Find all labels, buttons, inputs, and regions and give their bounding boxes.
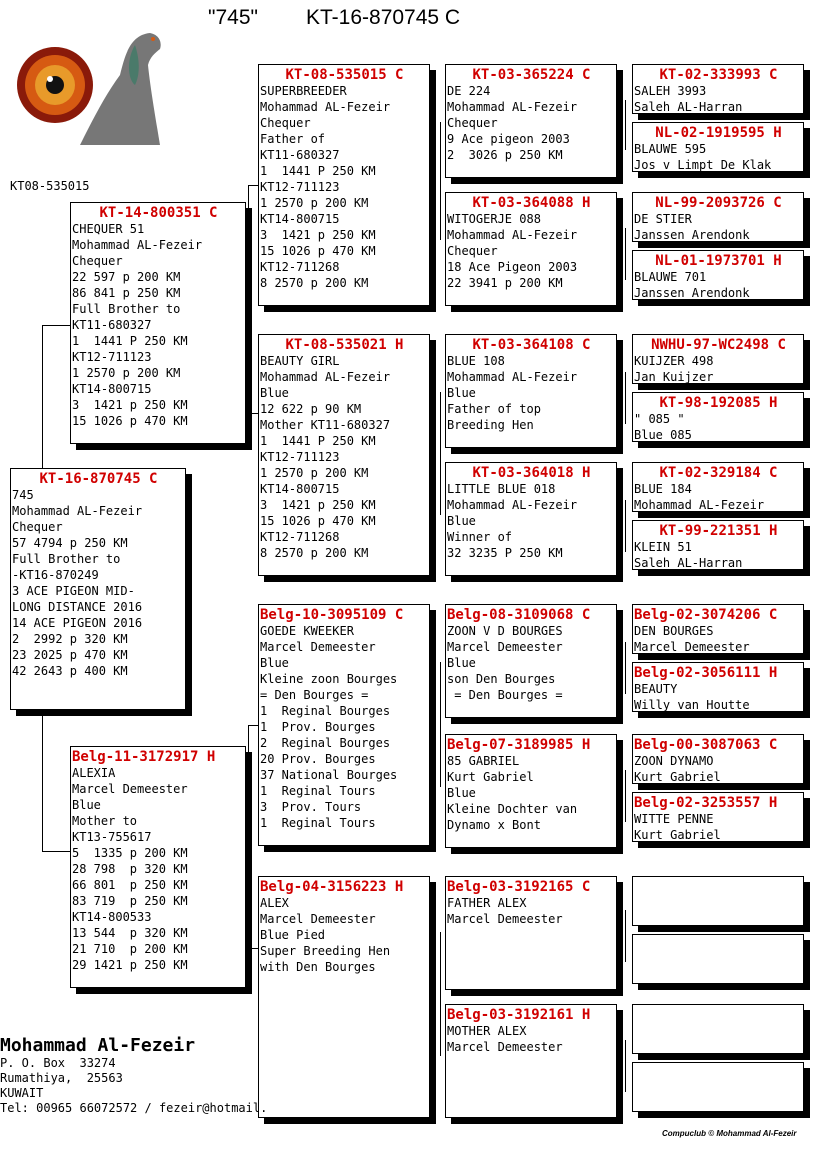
card-line: 2 Reginal Bourges [260, 736, 391, 750]
card-line: Janssen Arendonk [634, 286, 750, 300]
g3-card-sdd [445, 462, 617, 576]
owner-address-3: KUWAIT [0, 1086, 44, 1100]
card-line: Kleine zoon Bourges [260, 672, 398, 686]
g3-card-ddd [445, 1004, 617, 1118]
card-line: 1 2570 p 200 KM [260, 196, 369, 210]
card-line: Blue [447, 514, 476, 528]
card-line: 83 719 p 250 KM [72, 894, 188, 908]
card-line: Super Breeding Hen [260, 944, 391, 958]
sire-sire-ring: KT-08-535015 C [285, 67, 404, 83]
card-line: 1 Reginal Bourges [260, 704, 391, 718]
g3-card-ssd [445, 192, 617, 306]
card-line: Jan Kuijzer [634, 370, 714, 384]
card-line: Father of [260, 132, 326, 146]
g4-card [632, 64, 804, 114]
card-line: Kurt Gabriel [634, 770, 721, 784]
card-line: 2 3026 p 250 KM [447, 148, 563, 162]
card-line: Kurt Gabriel [447, 770, 534, 784]
g3-lines-ssd [447, 211, 616, 291]
g3-card-sss [445, 64, 617, 178]
card-line: 22 3941 p 200 KM [447, 276, 563, 290]
card-line: BLAUWE 595 [634, 142, 707, 156]
card-line: 14 ACE PIGEON 2016 [12, 616, 143, 630]
card-line: Mother KT11-680327 [260, 418, 391, 432]
card-line: SALEH 3993 [634, 84, 707, 98]
card-line: Jos v Limpt De Klak [634, 158, 772, 172]
g4-card [632, 662, 804, 712]
g3-ring-ssd: KT-03-364088 H [472, 195, 591, 211]
g4-ring: KT-98-192085 H [659, 395, 778, 411]
card-line: Kurt Gabriel [634, 828, 721, 842]
card-line: 32 3235 P 250 KM [447, 546, 563, 560]
card-line: 18 Ace Pigeon 2003 [447, 260, 578, 274]
g4-card [632, 734, 804, 784]
card-line: Dynamo x Bont [447, 818, 541, 832]
g4-card [632, 334, 804, 384]
card-line: 3 1421 p 250 KM [260, 228, 376, 242]
dam-ring: Belg-11-3172917 H [72, 749, 216, 765]
g3-card-sds [445, 334, 617, 448]
card-line: ALEXIA [72, 766, 116, 780]
card-line: BLUE 184 [634, 482, 692, 496]
card-line: Blue [260, 656, 289, 670]
g4-ring: NWHU-97-WC2498 C [651, 337, 786, 353]
card-line: KT11-680327 [72, 318, 152, 332]
card-line: Blue [447, 786, 476, 800]
g3-lines-sds [447, 353, 616, 433]
card-line: Mohammad AL-Fezeir [260, 370, 391, 384]
card-line: Winner of [447, 530, 513, 544]
card-line: ALEX [260, 896, 289, 910]
card-line: 1 1441 P 250 KM [260, 434, 376, 448]
card-line: 9 Ace pigeon 2003 [447, 132, 570, 146]
card-line: BLAUWE 701 [634, 270, 707, 284]
card-line: Mohammad AL-Fezeir [447, 228, 578, 242]
card-line: DEN BOURGES [634, 624, 714, 638]
sire-dam-lines [260, 353, 429, 561]
card-line: Mohammad AL-Fezeir [447, 370, 578, 384]
card-line: Chequer [72, 254, 123, 268]
card-line: BEAUTY [634, 682, 678, 696]
credit-text: Compuclub © Mohammad Al-Fezeir [662, 1129, 797, 1138]
card-line: ZOON V D BOURGES [447, 624, 563, 638]
card-line: Mother to [72, 814, 138, 828]
owner-address-4: Tel: 00965 66072572 / fezeir@hotmail. [0, 1101, 268, 1115]
card-line: Full Brother to [72, 302, 181, 316]
card-line: 85 GABRIEL [447, 754, 520, 768]
dam-lines [72, 765, 245, 973]
photo-caption: KT08-535015 [10, 179, 90, 193]
card-line: Willy van Houtte [634, 698, 750, 712]
card-line: Father of top [447, 402, 541, 416]
card-line: KT12-711123 [260, 450, 340, 464]
card-line: Marcel Demeester [634, 640, 750, 654]
card-line: KT11-680327 [260, 148, 340, 162]
card-line: Chequer [12, 520, 63, 534]
g3-ring-dsd: Belg-07-3189985 H [447, 737, 591, 753]
card-line: -KT16-870249 [12, 568, 99, 582]
card-line: FATHER ALEX [447, 896, 527, 910]
card-line: Janssen Arendonk [634, 228, 750, 242]
card-line: 29 1421 p 250 KM [72, 958, 188, 972]
dam-sire-card [258, 604, 430, 846]
card-line: KT12-711123 [260, 180, 340, 194]
sire-sire-lines [260, 83, 429, 291]
card-line: Mohammad AL-Fezeir [72, 238, 203, 252]
card-line: Chequer [260, 116, 311, 130]
card-line: Marcel Demeester [447, 912, 563, 926]
card-line: LONG DISTANCE 2016 [12, 600, 143, 614]
empty-card [632, 876, 804, 926]
card-line: 3 ACE PIGEON MID- [12, 584, 135, 598]
card-line: 8 2570 p 200 KM [260, 276, 369, 290]
sire-dam-card [258, 334, 430, 576]
card-line: KUIJZER 498 [634, 354, 714, 368]
card-line: Marcel Demeester [447, 1040, 563, 1054]
g3-lines-dss [447, 623, 616, 703]
g4-ring: Belg-02-3253557 H [634, 795, 778, 811]
g4-ring: KT-99-221351 H [659, 523, 778, 539]
sire-card [70, 202, 246, 444]
header-name: "745" [208, 6, 258, 29]
card-line: 3 Prov. Tours [260, 800, 362, 814]
card-line: WITTE PENNE [634, 812, 714, 826]
g4-card [632, 520, 804, 570]
card-line: LITTLE BLUE 018 [447, 482, 556, 496]
g4-ring: NL-01-1973701 H [655, 253, 782, 269]
subject-ring: KT-16-870745 C [39, 471, 158, 487]
g3-card-dsd [445, 734, 617, 848]
card-line: Chequer [447, 244, 498, 258]
g4-ring: NL-99-2093726 C [655, 195, 782, 211]
card-line: Marcel Demeester [72, 782, 188, 796]
card-line: 1 2570 p 200 KM [72, 366, 181, 380]
card-line: KT12-711268 [260, 260, 340, 274]
empty-card [632, 1062, 804, 1112]
card-line: 15 1026 p 470 KM [260, 514, 376, 528]
card-line: 3 1421 p 250 KM [260, 498, 376, 512]
g4-card [632, 604, 804, 654]
card-line: Mohammad AL-Fezeir [447, 100, 578, 114]
owner-block [0, 1036, 267, 1116]
card-line: CHEQUER 51 [72, 222, 145, 236]
card-line: 15 1026 p 470 KM [260, 244, 376, 258]
pigeon-photo [10, 15, 170, 165]
card-line: BLUE 108 [447, 354, 505, 368]
card-line: 1 Prov. Bourges [260, 720, 376, 734]
g3-ring-sss: KT-03-365224 C [472, 67, 591, 83]
dam-dam-lines [260, 895, 429, 975]
card-line: KT14-800715 [72, 382, 152, 396]
card-line: 57 4794 p 250 KM [12, 536, 128, 550]
dam-card [70, 746, 246, 988]
g4-card [632, 462, 804, 512]
card-line: Blue [260, 386, 289, 400]
g3-ring-sdd: KT-03-364018 H [472, 465, 591, 481]
dam-sire-lines [260, 623, 429, 831]
g4-ring: NL-02-1919595 H [655, 125, 782, 141]
card-line: 12 622 p 90 KM [260, 402, 362, 416]
card-line: 1 1441 P 250 KM [72, 334, 188, 348]
card-line: MOTHER ALEX [447, 1024, 527, 1038]
dam-dam-ring: Belg-04-3156223 H [260, 879, 404, 895]
owner-address-1: P. O. Box 33274 [0, 1056, 116, 1070]
card-line: Mohammad AL-Fezeir [634, 498, 765, 512]
empty-card [632, 934, 804, 984]
card-line: SUPERBREEDER [260, 84, 347, 98]
g4-card [632, 250, 804, 300]
g4-ring: Belg-00-3087063 C [634, 737, 778, 753]
card-line: Blue [72, 798, 101, 812]
card-line: Blue Pied [260, 928, 326, 942]
card-line: Mohammad AL-Fezeir [260, 100, 391, 114]
g4-card [632, 792, 804, 842]
sire-dam-ring: KT-08-535021 H [285, 337, 404, 353]
card-line: KT12-711123 [72, 350, 152, 364]
dam-sire-ring: Belg-10-3095109 C [260, 607, 404, 623]
g4-card [632, 192, 804, 242]
card-line: Blue [447, 656, 476, 670]
dam-dam-card [258, 876, 430, 1118]
card-line: KT12-711268 [260, 530, 340, 544]
card-line: ZOON DYNAMO [634, 754, 714, 768]
g4-ring: Belg-02-3056111 H [634, 665, 778, 681]
card-line: WITOGERJE 088 [447, 212, 541, 226]
g3-lines-sdd [447, 481, 616, 561]
card-line: 13 544 p 320 KM [72, 926, 188, 940]
card-line: DE STIER [634, 212, 692, 226]
card-line: Marcel Demeester [447, 640, 563, 654]
card-line: 1 2570 p 200 KM [260, 466, 369, 480]
g4-ring: KT-02-329184 C [659, 465, 778, 481]
card-line: 745 [12, 488, 34, 502]
g3-ring-dss: Belg-08-3109068 C [447, 607, 591, 623]
card-line: Saleh AL-Harran [634, 100, 743, 114]
g4-ring: KT-02-333993 C [659, 67, 778, 83]
card-line: 3 1421 p 250 KM [72, 398, 188, 412]
card-line: Full Brother to [12, 552, 121, 566]
card-line: 1 1441 P 250 KM [260, 164, 376, 178]
card-line: 21 710 p 200 KM [72, 942, 188, 956]
card-line: Mohammad AL-Fezeir [12, 504, 143, 518]
card-line: DE 224 [447, 84, 491, 98]
g4-card [632, 392, 804, 442]
card-line: 66 801 p 250 KM [72, 878, 188, 892]
owner-address-2: Rumathiya, 25563 [0, 1071, 123, 1085]
header-ring: KT-16-870745 C [306, 6, 461, 29]
card-line: BEAUTY GIRL [260, 354, 340, 368]
g3-ring-ddd: Belg-03-3192161 H [447, 1007, 591, 1023]
card-line: Mohammad AL-Fezeir [447, 498, 578, 512]
card-line: son Den Bourges [447, 672, 556, 686]
card-line: Kleine Dochter van [447, 802, 578, 816]
card-line: = Den Bourges = [260, 688, 369, 702]
subject-lines [12, 487, 185, 679]
card-line: Chequer [447, 116, 498, 130]
card-line: 22 597 p 200 KM [72, 270, 181, 284]
g3-card-dss [445, 604, 617, 718]
g4-card [632, 122, 804, 172]
card-line: Marcel Demeester [260, 640, 376, 654]
empty-card [632, 1004, 804, 1054]
g4-ring: Belg-02-3074206 C [634, 607, 778, 623]
g3-ring-sds: KT-03-364108 C [472, 337, 591, 353]
card-line: 5 1335 p 200 KM [72, 846, 188, 860]
card-line: KLEIN 51 [634, 540, 692, 554]
card-line: = Den Bourges = [447, 688, 563, 702]
card-line: 1 Reginal Tours [260, 816, 376, 830]
card-line: 8 2570 p 200 KM [260, 546, 369, 560]
card-line: 1 Reginal Tours [260, 784, 376, 798]
card-line: KT14-800715 [260, 212, 340, 226]
card-line: Marcel Demeester [260, 912, 376, 926]
sire-lines [72, 221, 245, 429]
card-line: 28 798 p 320 KM [72, 862, 188, 876]
card-line: 42 2643 p 400 KM [12, 664, 128, 678]
card-line: 23 2025 p 470 KM [12, 648, 128, 662]
card-line: Saleh AL-Harran [634, 556, 743, 570]
card-line: KT14-800533 [72, 910, 152, 924]
g3-lines-dds [447, 895, 616, 927]
g3-lines-sss [447, 83, 616, 163]
card-line: 37 National Bourges [260, 768, 398, 782]
sire-ring: KT-14-800351 C [99, 205, 218, 221]
sire-sire-card [258, 64, 430, 306]
card-line: 20 Prov. Bourges [260, 752, 376, 766]
card-line: 2 2992 p 320 KM [12, 632, 128, 646]
card-line: GOEDE KWEEKER [260, 624, 354, 638]
card-line: with Den Bourges [260, 960, 376, 974]
card-line: Blue [447, 386, 476, 400]
card-line: KT14-800715 [260, 482, 340, 496]
g3-lines-ddd [447, 1023, 616, 1055]
subject-card [10, 468, 186, 710]
g3-lines-dsd [447, 753, 616, 833]
g3-ring-dds: Belg-03-3192165 C [447, 879, 591, 895]
card-line: 15 1026 p 470 KM [72, 414, 188, 428]
g3-card-dds [445, 876, 617, 990]
card-line: KT13-755617 [72, 830, 152, 844]
card-line: Breeding Hen [447, 418, 534, 432]
owner-name: Mohammad Al-Fezeir [0, 1035, 196, 1056]
card-line: Blue 085 [634, 428, 692, 442]
card-line: 86 841 p 250 KM [72, 286, 181, 300]
card-line: " 085 " [634, 412, 685, 426]
